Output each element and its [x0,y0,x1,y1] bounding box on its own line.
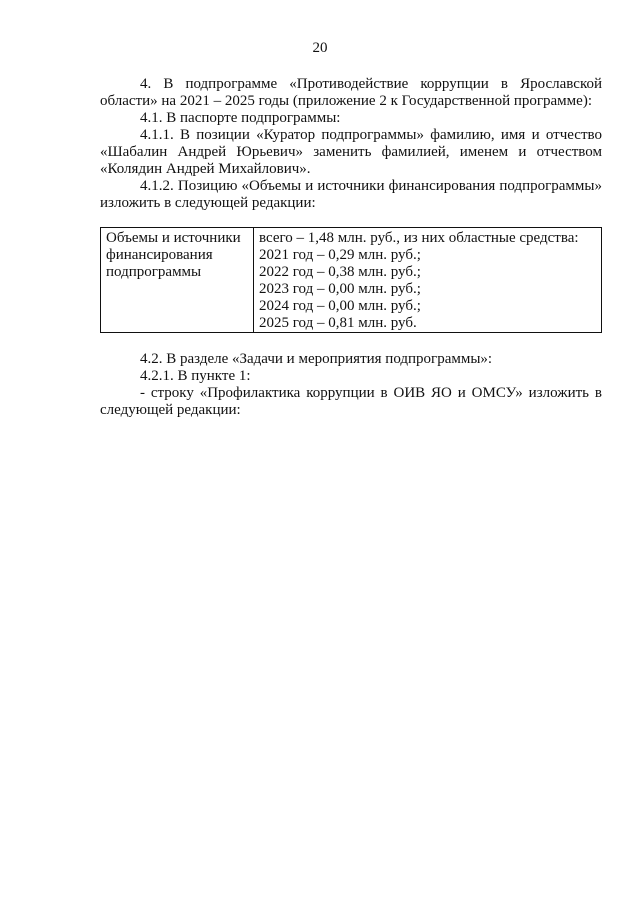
financing-value-cell [254,228,602,333]
paragraph-4-1-1: 4.1.1. В позиции «Куратор подпрограммы» фамилию, имя и отчество «Шабалин Андрей Юрьевич» заменить фамилией, именем и отчеством «Колядин Андрей Михайлович». [100,127,602,177]
financing-label-cell [101,228,254,333]
value-line-2021: 2021 год – 0,29 млн. руб.; [259,247,421,263]
page-number: 20 [312,40,328,56]
paragraph-4-2: 4.2. В разделе «Задачи и мероприятия подпрограммы»: [140,351,493,367]
value-line-total: всего – 1,48 млн. руб., из них областные средства: [259,230,579,246]
paragraph-line-item: - строку «Профилактика коррупции в ОИВ ЯО и ОМСУ» изложить в следующей редакции: [100,385,602,418]
label-line: Объемы и источники [106,230,241,246]
value-line-2025: 2025 год – 0,81 млн. руб. [259,315,417,331]
label-line: подпрограммы [106,264,202,280]
value-line-2023: 2023 год – 0,00 млн. руб.; [259,281,421,297]
financing-table-row [101,228,602,333]
label-line: финансирования [106,247,213,263]
paragraph-4: 4. В подпрограмме «Противодействие коррупции в Ярославской области» на 2021 – 2025 годы (приложение 2 к Государственной программе): [100,76,602,109]
paragraph-4-2-1: 4.2.1. В пункте 1: [140,368,251,384]
value-line-2022: 2022 год – 0,38 млн. руб.; [259,264,421,280]
paragraph-4-1-2: 4.1.2. Позицию «Объемы и источники финансирования подпрограммы» изложить в следующей редакции: [100,178,602,211]
paragraph-4-1: 4.1. В паспорте подпрограммы: [140,110,341,126]
financing-table [100,227,602,333]
value-line-2024: 2024 год – 0,00 млн. руб.; [259,298,421,314]
